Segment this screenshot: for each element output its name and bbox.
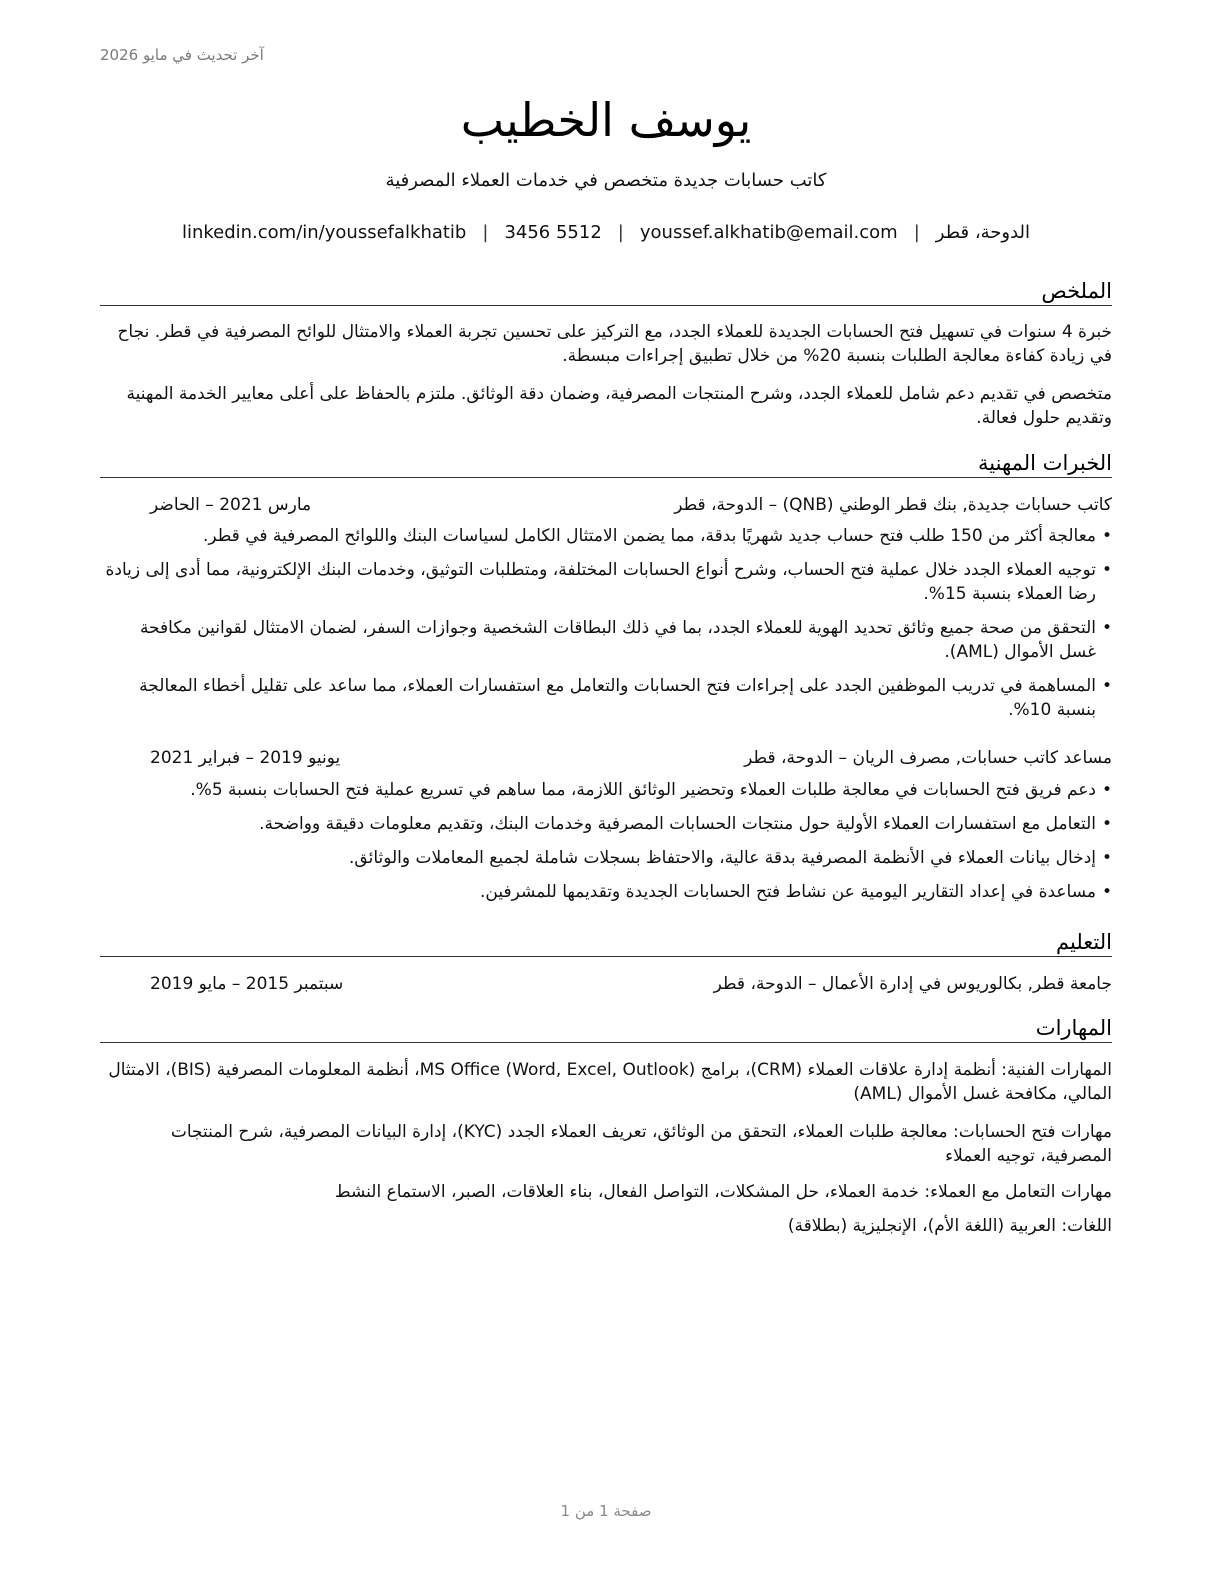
candidate-name: يوسف الخطيب: [460, 93, 752, 147]
skills-heading: المهارات: [100, 1015, 1112, 1043]
list-item: • مساعدة في إعداد التقارير اليومية عن نشاط فتح الحسابات الجديدة وتقديمها للمشرفين.: [100, 880, 1112, 904]
list-item: • توجيه العملاء الجدد خلال عملية فتح الحساب، وشرح أنواع الحسابات المختلفة، ومتطلبات التوثيق، وخدمات البنك الإلكترونية، مما أدى إلى زيادة رضا العملاء بنسبة 15%.: [100, 558, 1112, 606]
contact-separator: |: [482, 222, 489, 243]
list-item: • المساهمة في تدريب الموظفين الجدد على إجراءات فتح الحسابات والتعامل مع استفسارات العملاء، مما ساعد على تقليل أخطاء المعالجة بنسبة 10%.: [100, 674, 1112, 722]
list-item: • التعامل مع استفسارات العملاء الأولية حول منتجات الحسابات المصرفية وخدمات البنك، وتقديم معلومات دقيقة وواضحة.: [100, 812, 1112, 836]
job-title: كاتب حسابات جديدة, بنك قطر الوطني (QNB) – الدوحة، قطر: [674, 495, 1112, 515]
contact-email[interactable]: youssef.alkhatib@email.com: [639, 222, 898, 243]
summary-paragraph: خبرة 4 سنوات في تسهيل فتح الحسابات الجديدة للعملاء الجدد، مع التركيز على تحسين تجربة العملاء والامتثال للوائح المصرفية في قطر. نجاح في زيادة كفاءة معالجة الطلبات بنسبة 20% من خلال تطبيق إجراءات مبسطة.: [117, 322, 1112, 366]
job-header: [100, 746, 1112, 770]
job-dates: يونيو 2019 – فبراير 2021: [150, 748, 341, 768]
experience-heading: الخبرات المهنية: [100, 450, 1112, 478]
list-item: • معالجة أكثر من 150 طلب فتح حساب جديد شهريًا بدقة، مما يضمن الامتثال الكامل لسياسات البنك واللوائح المصرفية في قطر.: [100, 524, 1112, 548]
list-item: • دعم فريق فتح الحسابات في معالجة طلبات العملاء وتحضير الوثائق اللازمة، مما ساهم في تسريع عملية فتح الحسابات بنسبة 5%.: [100, 778, 1112, 802]
skills-line: اللغات: العربية (اللغة الأم)، الإنجليزية (بطلاقة): [787, 1216, 1112, 1236]
skills-line: المهارات الفنية: أنظمة إدارة علاقات العملاء (CRM)، برامج MS Office (Word, Excel, Outlook)، أنظمة المعلومات المصرفية (BIS)، الامتثال المالي، مكافحة غسل الأموال (AML): [108, 1060, 1112, 1104]
education-entry: [100, 972, 1112, 996]
skills-line: مهارات التعامل مع العملاء: خدمة العملاء، حل المشكلات، التواصل الفعال، بناء العلاقات، الصبر، الاستماع النشط: [334, 1182, 1112, 1202]
job-bullets: [100, 524, 1112, 732]
contact-separator: |: [913, 222, 920, 243]
summary-heading: الملخص: [100, 278, 1112, 306]
education-degree: جامعة قطر, بكالوريوس في إدارة الأعمال – الدوحة، قطر: [713, 974, 1112, 994]
contact-line: [100, 222, 1112, 243]
skills-line: مهارات فتح الحسابات: معالجة طلبات العملاء، التحقق من الوثائق، تعريف العملاء الجدد (KYC)، إدارة البيانات المصرفية، شرح المنتجات المصرفية، توجيه العملاء: [170, 1122, 1112, 1166]
list-item: • التحقق من صحة جميع وثائق تحديد الهوية للعملاء الجدد، بما في ذلك البطاقات الشخصية وجوازات السفر، لضمان الامتثال لقوانين مكافحة غسل الأموال (AML).: [100, 616, 1112, 664]
last-updated-note: آخر تحديث في مايو 2026: [100, 46, 264, 64]
contact-phone: 3456 5512: [504, 222, 602, 243]
contact-linkedin[interactable]: linkedin.com/in/youssefalkhatib: [181, 222, 467, 243]
job-header: [100, 493, 1112, 517]
contact-separator: |: [617, 222, 624, 243]
job-bullets: [100, 778, 1112, 914]
job-dates: مارس 2021 – الحاضر: [150, 495, 312, 515]
job-title: مساعد كاتب حسابات, مصرف الريان – الدوحة، قطر: [744, 748, 1112, 768]
contact-location: الدوحة، قطر: [935, 222, 1031, 243]
summary-paragraph: متخصص في تقديم دعم شامل للعملاء الجدد، وشرح المنتجات المصرفية، وضمان دقة الوثائق. ملتزم بالحفاظ على أعلى معايير الخدمة المهنية وتقديم حلول فعالة.: [126, 384, 1112, 428]
list-item: • إدخال بيانات العملاء في الأنظمة المصرفية بدقة عالية، والاحتفاظ بسجلات شاملة لجميع المعاملات والوثائق.: [100, 846, 1112, 870]
education-heading: التعليم: [100, 929, 1112, 957]
resume-page: [100, 0, 1112, 1584]
page-footer: صفحة 1 من 1: [560, 1502, 652, 1520]
education-dates: سبتمبر 2015 – مايو 2019: [150, 974, 344, 994]
candidate-title: كاتب حسابات جديدة متخصص في خدمات العملاء المصرفية: [385, 170, 827, 191]
